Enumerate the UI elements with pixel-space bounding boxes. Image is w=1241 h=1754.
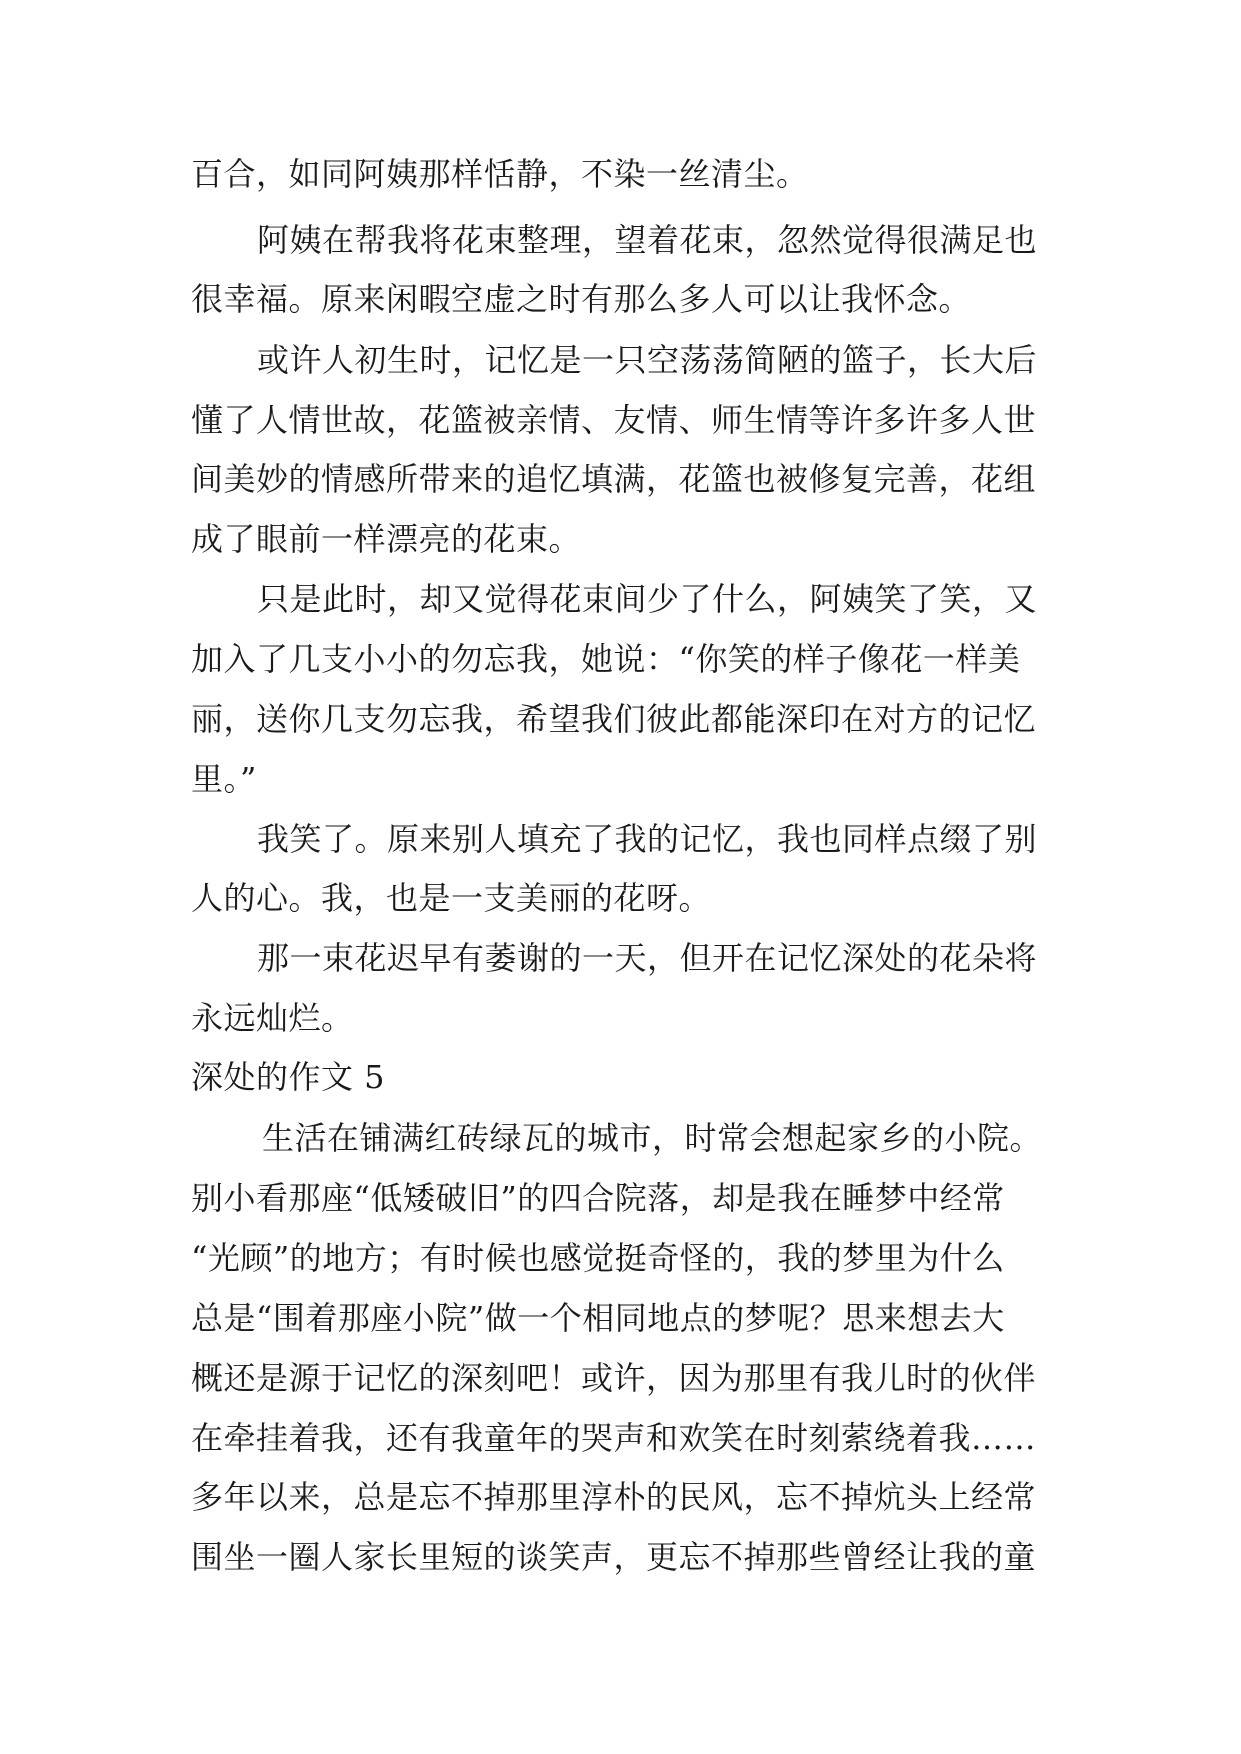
text-line: 我笑了。原来别人填充了我的记忆，我也同样点缀了别 [257, 820, 1038, 858]
text-line: 别小看那座“低矮破旧”的四合院落，却是我在睡梦中经常 [191, 1179, 1005, 1217]
text-line: 加入了几支小小的勿忘我，她说：“你笑的样子像花一样美 [191, 640, 1021, 678]
text-line: 丽，送你几支勿忘我，希望我们彼此都能深印在对方的记忆 [191, 700, 1037, 738]
text-line: 里。” [191, 760, 257, 798]
text-line: 概还是源于记忆的深刻吧！或许，因为那里有我儿时的伙伴 [191, 1359, 1037, 1397]
text-line: 生活在铺满红砖绿瓦的城市，时常会想起家乡的小院。 [262, 1119, 1043, 1157]
text-line: “光顾”的地方；有时候也感觉挺奇怪的，我的梦里为什么 [191, 1239, 1005, 1277]
text-line: 或许人初生时，记忆是一只空荡荡简陋的篮子，长大后 [257, 341, 1038, 379]
section-heading: 深处的作文 5 [191, 1058, 386, 1096]
text-line: 百合，如同阿姨那样恬静，不染一丝清尘。 [191, 155, 809, 193]
text-line: 那一束花迟早有萎谢的一天，但开在记忆深处的花朵将 [257, 939, 1038, 977]
text-line: 只是此时，却又觉得花束间少了什么，阿姨笑了笑，又 [257, 580, 1038, 618]
text-line: 永远灿烂。 [191, 999, 354, 1037]
text-line: 懂了人情世故，花篮被亲情、友情、师生情等许多许多人世 [191, 401, 1037, 439]
text-line: 在牵挂着我，还有我童年的哭声和欢笑在时刻萦绕着我…… [191, 1419, 1037, 1457]
text-line: 很幸福。原来闲暇空虚之时有那么多人可以让我怀念。 [191, 280, 972, 318]
text-line: 阿姨在帮我将花束整理，望着花束，忽然觉得很满足也 [257, 221, 1038, 259]
text-line: 围坐一圈人家长里短的谈笑声，更忘不掉那些曾经让我的童 [191, 1538, 1037, 1576]
text-line: 间美妙的情感所带来的追忆填满，花篮也被修复完善，花组 [191, 460, 1037, 498]
text-line: 多年以来，总是忘不掉那里淳朴的民风，忘不掉炕头上经常 [191, 1478, 1037, 1516]
text-line: 成了眼前一样漂亮的花束。 [191, 520, 582, 558]
text-line: 总是“围着那座小院”做一个相同地点的梦呢？思来想去大 [191, 1299, 1005, 1337]
text-line: 人的心。我，也是一支美丽的花呀。 [191, 879, 712, 917]
